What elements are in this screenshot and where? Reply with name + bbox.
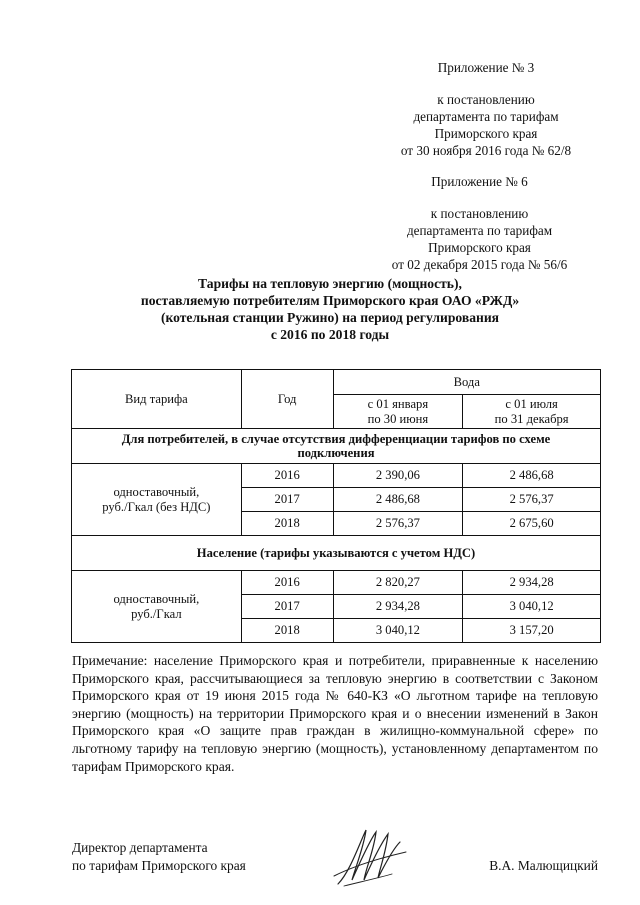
tariff-label-line: одноставочный, <box>113 484 200 499</box>
tariff-label-consumers <box>72 464 242 536</box>
header-period-2-line: по 31 декабря <box>494 411 569 426</box>
header-period-1 <box>333 395 463 429</box>
appendix-original-line: от 02 декабря 2015 года № 56/6 <box>391 257 568 272</box>
signer-name: В.А. Малющицкий <box>489 858 598 873</box>
appendix-original <box>377 173 582 273</box>
appendix-current-line: к постановлению <box>437 92 535 107</box>
cell-value: 2 390,06 <box>333 464 463 488</box>
cell-year: 2017 <box>241 595 333 619</box>
cell-value: 2 486,68 <box>463 464 601 488</box>
header-period-1-line: по 30 июня <box>367 411 429 426</box>
appendix-current-title: Приложение № 3 <box>437 60 535 75</box>
cell-value: 2 820,27 <box>333 571 463 595</box>
header-tariff-type: Вид тарифа <box>72 370 242 429</box>
header-year: Год <box>241 370 333 429</box>
table-row <box>72 464 601 488</box>
group-title-consumers <box>72 429 601 464</box>
appendix-current-line: Приморского края <box>434 126 538 141</box>
appendix-original-line: департамента по тарифам <box>406 223 553 238</box>
position-line: по тарифам Приморского края <box>72 858 246 873</box>
cell-value: 2 576,37 <box>333 512 463 536</box>
title-line: Тарифы на тепловую энергию (мощность), <box>198 276 462 291</box>
table-row <box>72 571 601 595</box>
tariff-label-population <box>72 571 242 643</box>
group-title-line: Для потребителей, в случае отсутствия дифференциации тарифов по схеме <box>121 432 551 446</box>
cell-year: 2016 <box>241 571 333 595</box>
title-line: поставляемую потребителям Приморского края ОАО «РЖД» <box>140 293 520 308</box>
cell-year: 2017 <box>241 488 333 512</box>
group-header-row <box>72 536 601 571</box>
tariff-label-line: руб./Гкал (без НДС) <box>102 499 211 514</box>
appendix-original-line: Приморского края <box>428 240 531 255</box>
cell-value: 2 486,68 <box>333 488 463 512</box>
header-period-2 <box>463 395 601 429</box>
cell-value: 3 040,12 <box>333 619 463 643</box>
handwritten-signature <box>330 822 410 892</box>
group-title-population <box>72 536 601 571</box>
header-water: Вода <box>333 370 600 395</box>
cell-value: 3 157,20 <box>463 619 601 643</box>
cell-year: 2018 <box>241 512 333 536</box>
group-title-line: подключения <box>297 446 375 460</box>
appendix-current-line: департамента по тарифам <box>413 109 559 124</box>
appendix-current-line: от 30 ноября 2016 года № 62/8 <box>400 143 572 158</box>
cell-value: 2 576,37 <box>463 488 601 512</box>
document-title <box>60 275 600 343</box>
title-line: (котельная станции Ружино) на период регулирования <box>160 310 500 325</box>
group-header-row <box>72 429 601 464</box>
signature-position <box>72 839 246 875</box>
tariff-label-line: руб./Гкал <box>131 606 182 621</box>
cell-value: 2 934,28 <box>463 571 601 595</box>
position-line: Директор департамента <box>72 840 208 855</box>
cell-year: 2018 <box>241 619 333 643</box>
cell-value: 2 675,60 <box>463 512 601 536</box>
title-line: с 2016 по 2018 годы <box>270 327 390 342</box>
appendix-current <box>390 59 582 159</box>
appendix-original-line: к постановлению <box>430 206 529 221</box>
cell-year: 2016 <box>241 464 333 488</box>
table-header-row <box>72 370 601 395</box>
note-paragraph: Примечание: население Приморского края и потребители, приравненные к населению Приморского края, рассчитывающиеся за тепловую энергию в соответствии с Законом Приморского края от 19 июня 2015 года № 640-КЗ «О льготном тарифе на тепловую энергию (мощность) на территории Приморского края и о внесении изменений в Закон Приморского края «О защите прав граждан в жилищно-коммунальной сфере» по льготному тарифу на тепловую энергию (мощность), установленному департаментом по тарифам Приморского края. <box>72 653 598 774</box>
header-period-2-line: с 01 июля <box>505 396 558 411</box>
appendix-original-title: Приложение № 6 <box>431 174 528 189</box>
group-title-line: Население (тарифы указываются с учетом НДС) <box>196 546 476 560</box>
cell-value: 3 040,12 <box>463 595 601 619</box>
cell-value: 2 934,28 <box>333 595 463 619</box>
tariff-label-line: одноставочный, <box>113 591 200 606</box>
header-period-1-line: с 01 января <box>367 396 429 411</box>
tariff-table <box>71 369 601 643</box>
